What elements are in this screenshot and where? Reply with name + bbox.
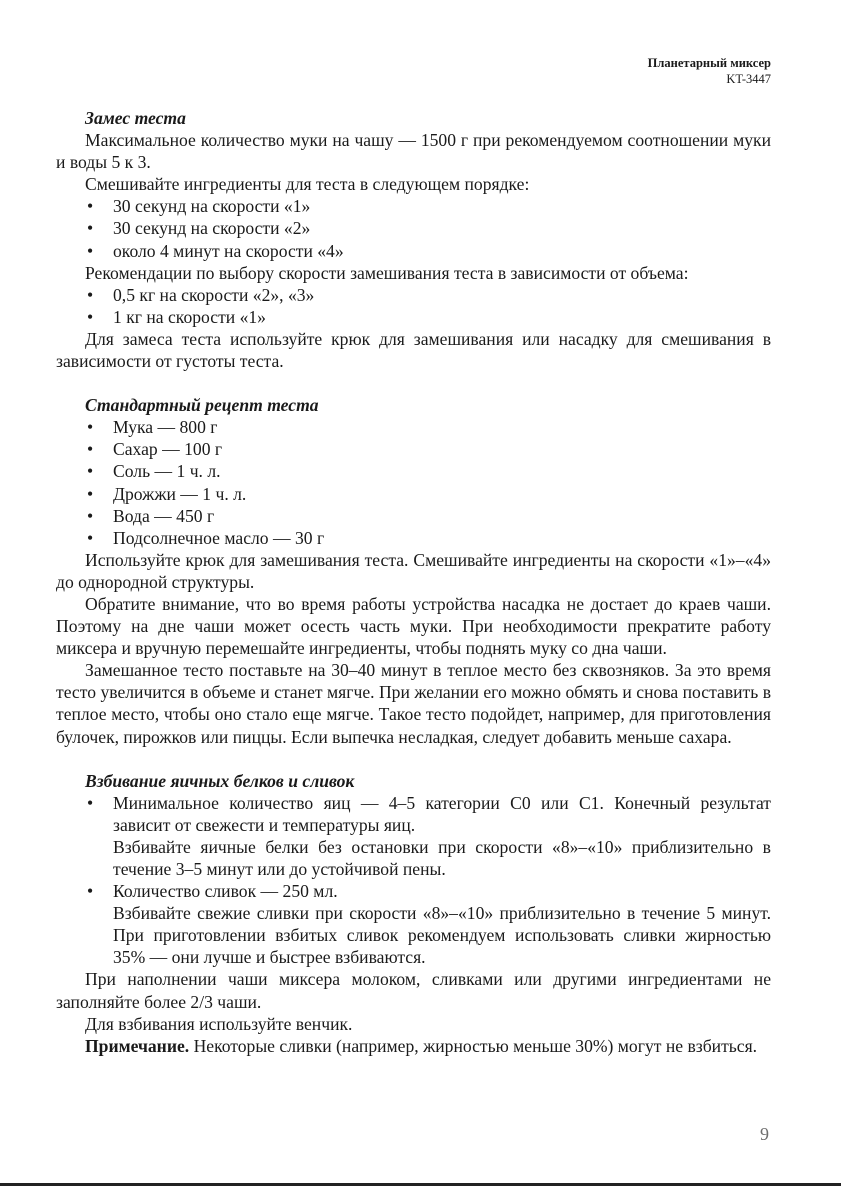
paragraph: Максимальное количество муки на чашу — 1500 г при рекомендуемом соотношении муки и воды 5 к 3. bbox=[56, 130, 771, 173]
list-item: • Сахар — 100 г bbox=[56, 438, 771, 460]
page-content bbox=[56, 107, 771, 1057]
page-number: 9 bbox=[760, 1124, 769, 1144]
note-text: Некоторые сливки (например, жирностью меньше 30%) могут не взбиться. bbox=[189, 1035, 758, 1056]
paragraph: Используйте крюк для замешивания теста. Смешивайте ингредиенты на скорости «1»–«4» до однородной структуры. bbox=[56, 549, 771, 592]
paragraph: Для замеса теста используйте крюк для замешивания или насадку для смешивания в зависимости от густоты теста. bbox=[56, 328, 771, 372]
list-item-text: Минимальное количество яиц — 4–5 категории С0 или С1. Конечный результат зависит от свежести и температуры яиц. bbox=[113, 792, 771, 835]
list-item: • Дрожжи — 1 ч. л. bbox=[56, 483, 771, 505]
header-title: Планетарный миксер bbox=[647, 56, 771, 70]
paragraph: При наполнении чаши миксера молоком, сливками или другими ингредиентами не заполняйте более 2/3 чаши. bbox=[56, 969, 771, 1012]
list-item-subparagraph: Взбивайте свежие сливки при скорости «8»–«10» приблизительно в течение 5 минут. При приготовлении взбитых сливок рекомендуем использовать сливки жирностью 35% — они лучше и быстрее взбиваются. bbox=[113, 903, 771, 968]
note-paragraph bbox=[56, 1035, 771, 1057]
list-item: • Вода — 450 г bbox=[56, 505, 771, 527]
section-gap bbox=[56, 372, 771, 394]
list-item: • 1 кг на скорости «1» bbox=[56, 306, 771, 328]
section-gap bbox=[56, 748, 771, 770]
list-item: • Количество сливок — 250 мл. bbox=[56, 880, 771, 902]
bullet-list bbox=[56, 792, 771, 836]
list-item: • 30 секунд на скорости «2» bbox=[56, 217, 771, 239]
paragraph: Обратите внимание, что во время работы устройства насадка не достает до краев чаши. Поэтому на дне чаши может осесть часть муки. При необходимости прекратите работу миксера и вручную перемешайте ингредиенты, чтобы поднять муку со дна чаши. bbox=[56, 593, 771, 659]
note-label: Примечание. bbox=[85, 1035, 190, 1056]
bullet-list bbox=[56, 284, 771, 328]
bullet-list bbox=[56, 880, 771, 902]
ingredient-list bbox=[56, 416, 771, 549]
header-model: KT-3447 bbox=[726, 72, 771, 86]
section-heading-dough: Замес теста bbox=[85, 108, 186, 128]
paragraph: Рекомендации по выбору скорости замешивания теста в зависимости от объема: bbox=[85, 262, 689, 283]
paragraph: Смешивайте ингредиенты для теста в следующем порядке: bbox=[85, 174, 530, 195]
running-header bbox=[648, 55, 771, 87]
list-item: • Мука — 800 г bbox=[56, 416, 771, 438]
list-item bbox=[56, 792, 771, 836]
list-item: • Соль — 1 ч. л. bbox=[56, 460, 771, 482]
bottom-divider bbox=[0, 1183, 841, 1186]
list-item: • Подсолнечное масло — 30 г bbox=[56, 527, 771, 549]
list-item: • около 4 минут на скорости «4» bbox=[56, 240, 771, 262]
paragraph: Для взбивания используйте венчик. bbox=[85, 1013, 353, 1034]
paragraph: Замешанное тесто поставьте на 30–40 минут в теплое место без сквозняков. За это время тесто увеличится в объеме и станет мягче. При желании его можно обмять и снова поставить в теплое место, чтобы оно стало еще мягче. Такое тесто подойдет, например, для приготовления булочек, пирожков или пиццы. Если выпечка несладкая, следует добавить меньше сахара. bbox=[56, 660, 771, 747]
bullet-list bbox=[56, 195, 771, 261]
list-item: • 0,5 кг на скорости «2», «3» bbox=[56, 284, 771, 306]
list-item: • 30 секунд на скорости «1» bbox=[56, 195, 771, 217]
list-item-subparagraph: Взбивайте яичные белки без остановки при скорости «8»–«10» приблизительно в течение 3–5 минут или до устойчивой пены. bbox=[113, 836, 771, 879]
section-heading-recipe: Стандартный рецепт теста bbox=[85, 395, 319, 416]
section-heading-whipping: Взбивание яичных белков и сливок bbox=[85, 770, 355, 791]
